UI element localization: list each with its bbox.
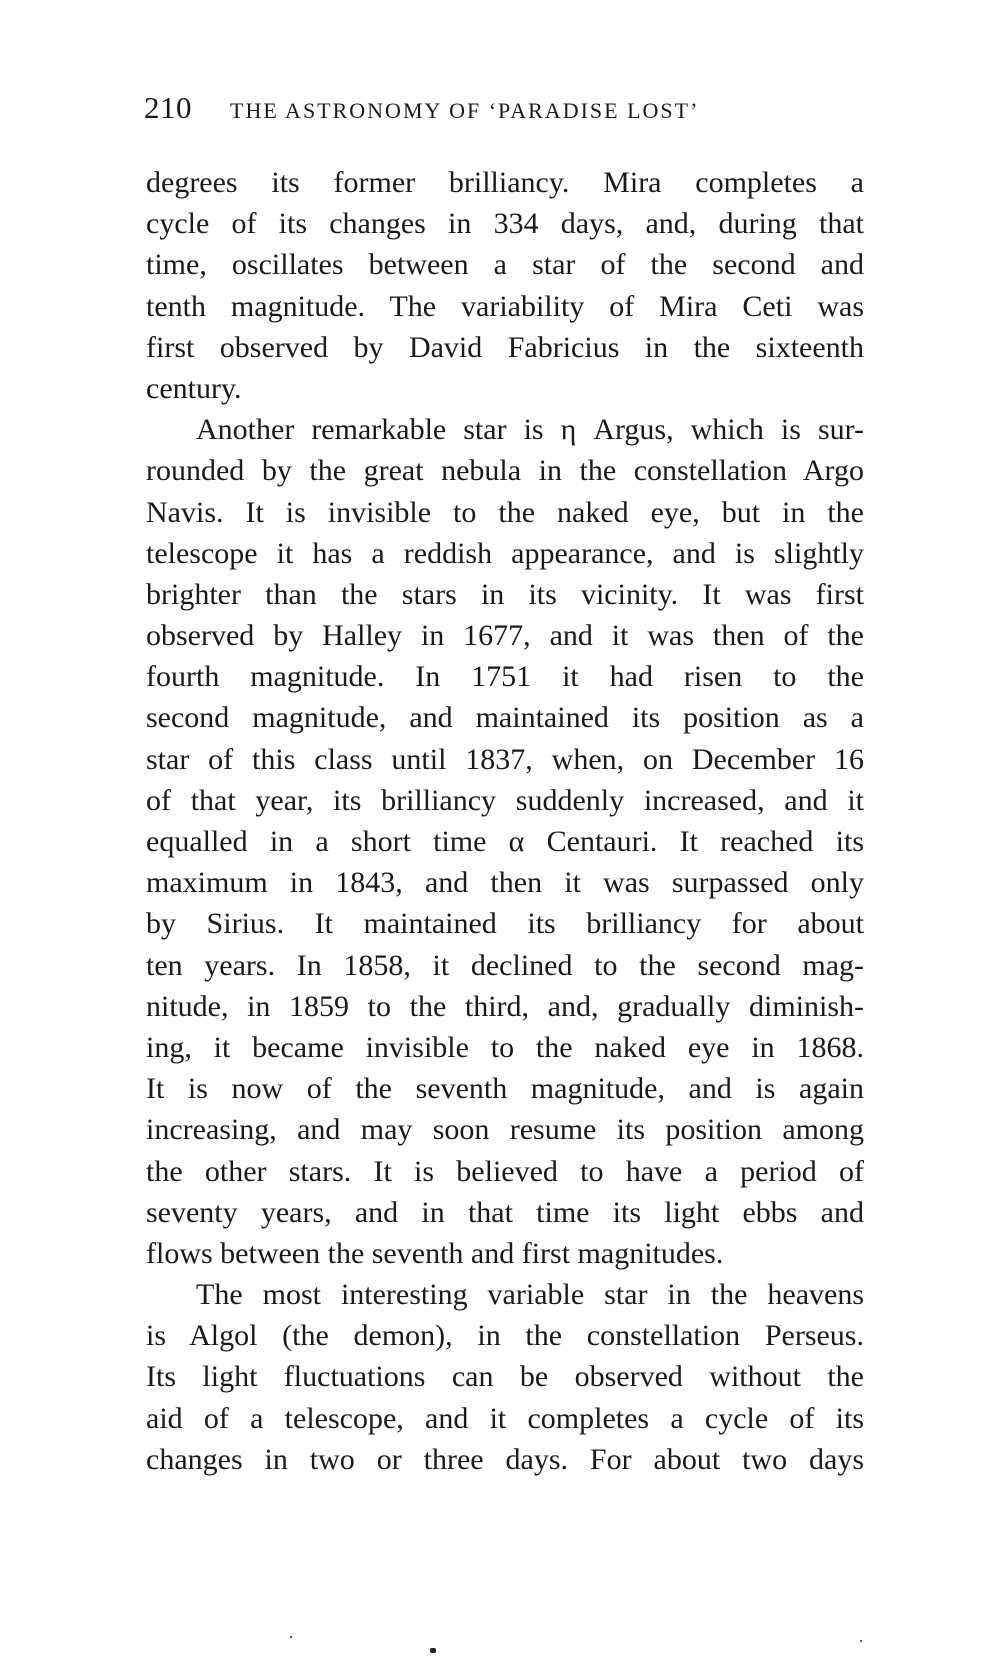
text-line: Navis. It is invisible to the naked eye, but in the	[146, 495, 864, 529]
text-line: century.	[146, 371, 242, 405]
text-line: changes in two or three days. For about two days	[146, 1442, 864, 1476]
text-line: time, oscillates between a star of the second and	[146, 248, 864, 282]
text-line: is Algol (the demon), in the constellation Perseus.	[146, 1319, 864, 1353]
running-head	[144, 90, 904, 130]
text-line: aid of a telescope, and it completes a cycle of its	[146, 1401, 864, 1435]
page-number: 210	[144, 90, 192, 125]
text-line: observed by Halley in 1677, and it was then of the	[146, 619, 864, 653]
text-line: seventy years, and in that time its light ebbs and	[146, 1195, 864, 1229]
text-line: ing, it became invisible to the naked eye in 1868.	[146, 1030, 864, 1064]
text-line: telescope it has a reddish appearance, and is slightly	[146, 536, 864, 570]
text-line: by Sirius. It maintained its brilliancy for about	[146, 907, 864, 941]
text-line: of that year, its brilliancy suddenly increased, and it	[146, 783, 864, 817]
text-line: brighter than the stars in its vicinity. It was first	[146, 577, 864, 611]
text-line: second magnitude, and maintained its position as a	[146, 701, 864, 735]
text-line: maximum in 1843, and then it was surpassed only	[146, 866, 864, 900]
text-line: cycle of its changes in 334 days, and, during that	[146, 207, 864, 241]
paragraph-2	[146, 409, 864, 1274]
text-line: increasing, and may soon resume its position among	[146, 1113, 864, 1147]
body-text	[146, 162, 864, 1480]
text-line: the other stars. It is believed to have a period of	[146, 1154, 864, 1188]
text-line: degrees its former brilliancy. Mira completes a	[146, 166, 864, 199]
text-line: The most interesting variable star in the heavens	[196, 1278, 864, 1312]
paragraph-1	[146, 162, 864, 409]
scan-speck	[430, 1648, 436, 1653]
text-line: rounded by the great nebula in the constellation Argo	[146, 454, 864, 488]
text-line: It is now of the seventh magnitude, and is again	[146, 1072, 864, 1106]
text-line: tenth magnitude. The variability of Mira Ceti was	[146, 289, 864, 323]
text-line: flows between the seventh and first magnitudes.	[146, 1236, 724, 1270]
text-line: Another remarkable star is η Argus, which is sur-	[196, 413, 864, 447]
paragraph-3	[146, 1274, 864, 1480]
text-line: fourth magnitude. In 1751 it had risen to the	[146, 660, 864, 694]
text-line: nitude, in 1859 to the third, and, gradually diminish-	[146, 989, 864, 1023]
scan-speck	[860, 1640, 862, 1642]
text-line: ten years. In 1858, it declined to the second mag-	[146, 948, 864, 982]
text-line: star of this class until 1837, when, on December 16	[146, 742, 864, 776]
text-line: first observed by David Fabricius in the sixteenth	[146, 330, 864, 364]
text-line: equalled in a short time α Centauri. It reached its	[146, 825, 864, 858]
running-title: THE ASTRONOMY OF ‘PARADISE LOST’	[230, 98, 700, 123]
scan-speck	[290, 1636, 292, 1638]
text-line: Its light fluctuations can be observed without the	[146, 1360, 864, 1394]
